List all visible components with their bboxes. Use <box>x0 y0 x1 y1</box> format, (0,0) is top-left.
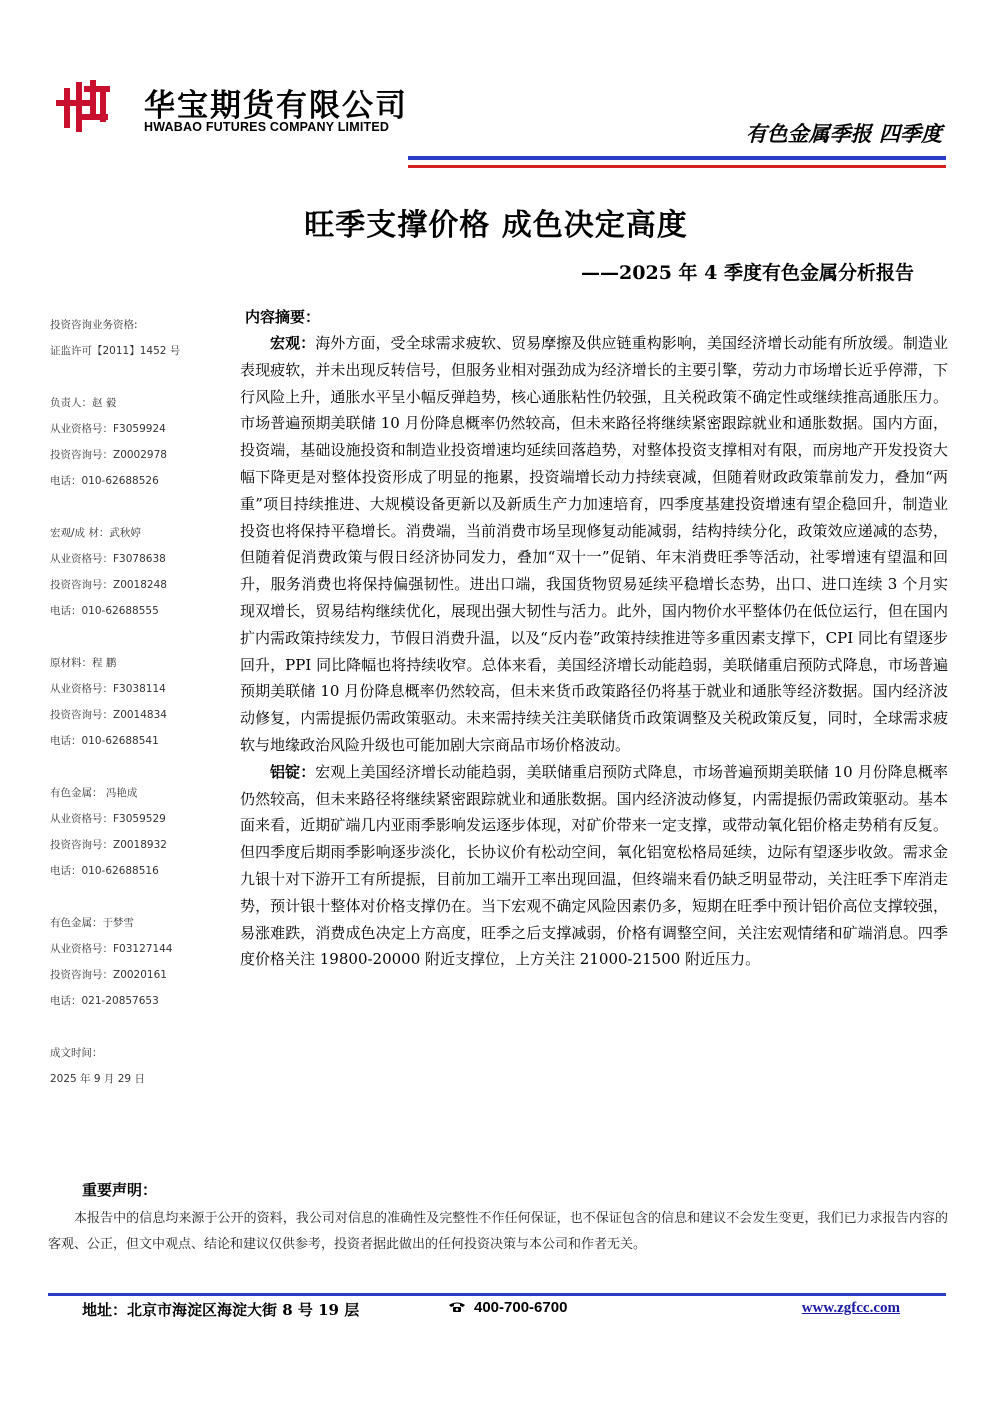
sidebar-line <box>50 364 230 390</box>
page-subtitle: ——2025 年 4 季度有色金属分析报告 <box>581 262 914 284</box>
sidebar-line: 有色金属： 冯艳成 <box>50 787 138 799</box>
aluminum-label: 铝锭： <box>270 762 316 781</box>
sidebar-line <box>50 754 230 780</box>
page-title: 旺季支撑价格 成色决定高度 <box>304 208 688 243</box>
sidebar-line: 电话：010-62688555 <box>50 605 159 617</box>
sidebar-line <box>50 1014 230 1040</box>
header-rule-blue <box>408 156 946 160</box>
sidebar-line: 电话：021-20857653 <box>50 995 159 1007</box>
telephone-icon <box>448 1300 466 1312</box>
sidebar-line <box>50 884 230 910</box>
sidebar-line: 宏观/成 材：武秋婷 <box>50 527 141 539</box>
sidebar-line: 电话：010-62688526 <box>50 475 159 487</box>
sidebar-line: 投资咨询号：Z0020161 <box>50 969 167 981</box>
aluminum-paragraph <box>240 759 948 973</box>
report-summary <box>240 304 948 973</box>
macro-text: 海外方面，受全球需求疲软、贸易摩擦及供应链重构影响，美国经济增长动能有所放缓。制造业表现疲软，并未出现反转信号，但服务业相对强劲成为经济增长的主要引擎，劳动力市场增长近乎停滞，下行风险上升，通胀水平呈小幅反弹趋势，核心通胀粘性仍较强，且关税政策不确定性或继续推高通胀压力。市场普遍预期美联储 10 月份降息概率仍然较高，但未来路径将继续紧密跟踪就业和通胀数据。国内方面，投资端，基础设施投资和制造业投资增速均延续回落趋势，对整体投资支撑相对有限，而房地产开发投资大幅下降更是对整体投资形成了明显的拖累，投资端增长动力持续衰减，但随着财政政策靠前发力，叠加“两重”项目持续推进、大规模设备更新以及新质生产力加速培育，四季度基建投资增速有望企稳回升，制造业投资也将保持平稳增长。消费端，当前消费市场呈现修复动能减弱，结构持续分化，政策效应递减的态势，但随着促消费政策与假日经济协同发力，叠加“双十一”促销、年末消费旺季等活动，社零增速有望温和回升，服务消费也将保持偏强韧性。进出口端，我国货物贸易延续平稳增长态势，出口、进口连续 3 个月实现双增长，贸易结构继续优化，展现出强大韧性与活力。此外，国内物价水平整体仍在低位运行，但在国内扩内需政策持续发力，节假日消费升温，以及“反内卷”政策持续推进等多重因素支撑下，CPI 同比有望逐步回升，PPI 同比降幅也将持续收窄。总体来看，美国经济增长动能趋弱，美联储重启预防式降息，市场普遍预期美联储 10 月份降息概率仍然较高，但未来货币政策路径仍将基于就业和通胀等经济数据。国内经济波动修复，内需提振仍需政策驱动。未来需持续关注美联储货币政策调整及关税政策反复，同时，全球需求疲软与地缘政治风险升级也可能加剧大宗商品市场价格波动。 <box>240 334 948 754</box>
header-rule-red <box>408 165 946 168</box>
sidebar-line: 从业资格号：F3078638 <box>50 553 166 565</box>
analyst-sidebar <box>50 312 230 1092</box>
sidebar-line: 有色金属：于梦雪 <box>50 917 134 929</box>
company-name-en: HWABAO FUTURES COMPANY LIMITED <box>144 120 390 134</box>
sidebar-line: 证监许可【2011】1452 号 <box>50 345 181 357</box>
macro-paragraph <box>240 330 948 759</box>
sidebar-line: 2025 年 9 月 29 日 <box>50 1073 145 1085</box>
sidebar-line: 电话：010-62688541 <box>50 735 159 747</box>
sidebar-line: 投资咨询号：Z0002978 <box>50 449 167 461</box>
sidebar-line: 投资咨询号：Z0018932 <box>50 839 167 851</box>
disclaimer-text: 本报告中的信息均来源于公开的资料，我公司对信息的准确性及完整性不作任何保证，也不保证包含的信息和建议不会发生变更，我们已力求报告内容的客观、公正，但文中观点、结论和建议仅供参考，投资者据此做出的任何投资决策与本公司和作者无关。 <box>48 1211 948 1252</box>
macro-label: 宏观： <box>270 334 316 352</box>
sidebar-line: 从业资格号：F3059924 <box>50 423 166 435</box>
footer-address: 地址：北京市海淀区海淀大街 8 号 19 层 <box>82 1301 360 1319</box>
footer-phone-number: 400-700-6700 <box>474 1299 568 1316</box>
company-name-cn: 华宝期货有限公司 <box>144 88 408 124</box>
report-type: 有色金属季报 四季度 <box>745 121 942 146</box>
sidebar-line: 原材料：程 鹏 <box>50 657 117 669</box>
footer-phone <box>448 1299 567 1316</box>
footer-rule <box>48 1293 946 1296</box>
sidebar-line: 从业资格号：F3038114 <box>50 683 166 695</box>
sidebar-line <box>50 624 230 650</box>
aluminum-text: 宏观上美国经济增长动能趋弱，美联储重启预防式降息，市场普遍预期美联储 10 月份降息概率仍然较高，但未来路径将继续紧密跟踪就业和通胀数据。国内经济波动修复，内需提振仍需政策驱动。基本面来看，近期矿端几内亚雨季影响发运逐步体现，对矿价带来一定支撑，或带动氧化铝价格走势稍有反复。但四季度后期雨季影响逐步淡化，长协议价有松动空间，氧化铝宽松格局延续，边际有望逐步收敛。需求金九银十对下游开工有所提振，目前加工端开工率出现回温，但终端来看仍缺乏明显带动，关注旺季下库消走势，预计银十整体对价格支撑仍在。当下宏观不确定风险因素仍多，短期在旺季中预计铝价高位支撑较强，易涨难跌，消费成色决定上方高度，旺季之后支撑减弱，价格有调整空间，关注宏观情绪和矿端消息。四季度价格关注 19800-20000 附近支撑位，上方关注 21000-21500 附近压力。 <box>240 762 948 969</box>
sidebar-line: 投资咨询业务资格: <box>50 319 138 331</box>
sidebar-line: 从业资格号：F3059529 <box>50 813 166 825</box>
footer-website-link[interactable]: www.zgfcc.com <box>801 1300 900 1316</box>
sidebar-line: 负责人：赵 毅 <box>50 397 117 409</box>
sidebar-line: 成文时间： <box>50 1047 103 1059</box>
sidebar-line: 从业资格号：F03127144 <box>50 943 173 955</box>
summary-heading: 内容摘要： <box>245 308 321 326</box>
sidebar-line: 投资咨询号：Z0018248 <box>50 579 167 591</box>
sidebar-line: 电话：010-62688516 <box>50 865 159 877</box>
sidebar-line: 投资咨询号：Z0014834 <box>50 709 167 721</box>
hwabao-logo-icon <box>54 78 112 136</box>
disclaimer-heading: 重要声明： <box>82 1181 158 1199</box>
sidebar-line <box>50 494 230 520</box>
